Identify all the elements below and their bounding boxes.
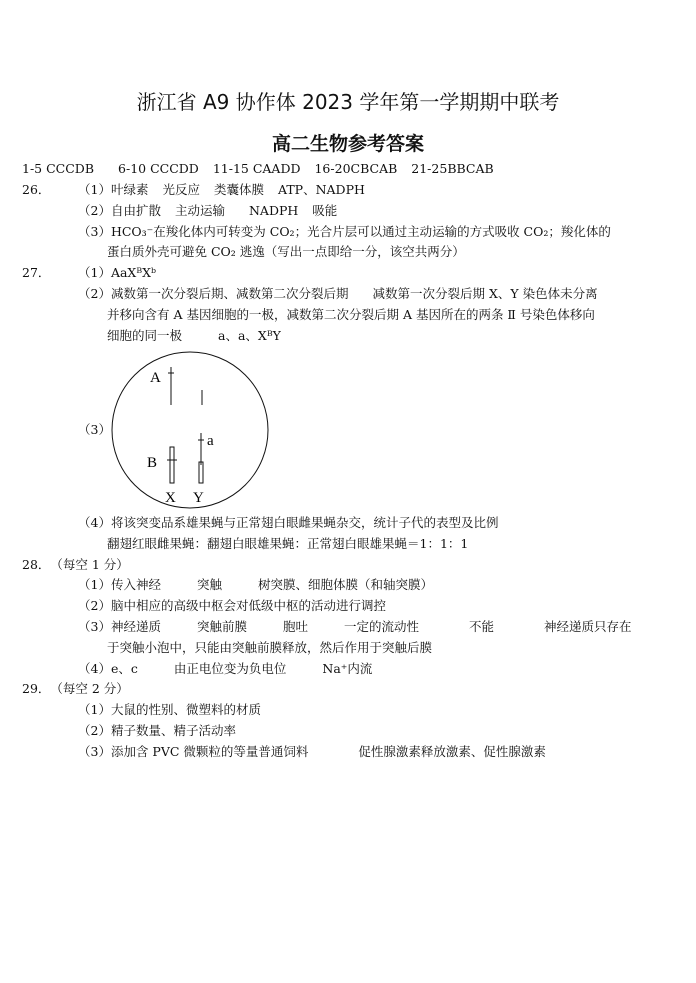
answer: 光反应	[162, 182, 200, 197]
q29-p3	[78, 744, 546, 760]
score-note: （每空 1 分）	[50, 557, 129, 572]
q26-label: 26．	[22, 182, 51, 197]
answer: 细胞的同一极	[107, 328, 183, 343]
label-Y: Y	[193, 490, 204, 506]
q27-p2-cont2	[107, 328, 281, 344]
q29-p2: （2）精子数量、精子活动率	[78, 723, 236, 738]
answer: （2）减数第一次分裂后期、减数第二次分裂后期	[78, 286, 349, 301]
q28-label	[22, 557, 129, 573]
q28-p1	[78, 577, 433, 593]
doc-title: 浙江省 A9 协作体 2023 学年第一学期期中联考	[136, 90, 560, 114]
doc-subtitle: 高二生物参考答案	[271, 133, 424, 155]
score-note: （每空 2 分）	[50, 681, 129, 696]
q29-label	[22, 681, 129, 697]
q27-p3: （3）	[78, 422, 111, 437]
label-B: B	[147, 455, 158, 471]
q28-p4	[78, 661, 372, 677]
q27-p4-cont: 翻翅红眼雌果蝇：翻翅白眼雄果蝇：正常翅白眼雄果蝇＝1：1：1	[107, 536, 469, 551]
answer: 吸能	[312, 203, 338, 218]
answer: （3）添加含 PVC 微颗粒的等量普通饲料	[78, 744, 309, 759]
answer: 树突膜、细胞体膜（和轴突膜）	[257, 577, 433, 592]
q28-p2: （2）脑中相应的高级中枢会对低级中枢的活动进行调控	[78, 598, 386, 613]
q26-p3: （3）HCO₃⁻在羧化体内可转变为 CO₂；光合片层可以通过主动运输的方式吸收 CO₂；羧化体的	[78, 224, 611, 239]
q27-p2	[78, 286, 598, 302]
answer: （1）叶绿素	[78, 182, 149, 197]
q26-p3-cont: 蛋白质外壳可避免 CO₂ 逃逸（写出一点即给一分，该空共两分）	[107, 244, 465, 259]
cell-diagram	[100, 345, 280, 515]
answer: ATP、NADPH	[277, 182, 365, 197]
q27-label: 27．	[22, 265, 51, 280]
answer: 不能	[469, 619, 495, 634]
label-X: X	[165, 490, 176, 506]
q-num: 28．	[22, 557, 51, 572]
answer: 一定的流动性	[344, 619, 420, 634]
cell-outline	[112, 352, 268, 508]
answer: 突触	[196, 577, 222, 592]
q26-p2	[78, 203, 337, 219]
answer: NADPH	[248, 203, 299, 218]
answer-group: 21-25BBCAB	[411, 161, 494, 176]
answer: 主动运输	[174, 203, 225, 218]
q27-p1: （1）AaXᴮXᵇ	[78, 265, 157, 280]
q26-p1	[78, 182, 365, 198]
answer: （2）自由扩散	[78, 203, 161, 218]
q29-p1: （1）大鼠的性别、微塑料的材质	[78, 702, 261, 717]
q28-p3-cont: 于突触小泡中，只能由突触前膜释放，然后作用于突触后膜	[107, 640, 433, 655]
q-num: 29．	[22, 681, 51, 696]
answer: 减数第一次分裂后期 X、Y 染色体未分离	[372, 286, 598, 301]
answer-group: 1-5 CCCDB	[22, 161, 95, 176]
answer: （4）e、c	[78, 661, 138, 676]
answer-group: 16-20CBCAB	[314, 161, 398, 176]
answer: 促性腺激素释放激素、促性腺激素	[358, 744, 546, 759]
q27-p2-cont: 并移向含有 A 基因细胞的一极，减数第二次分裂后期 A 基因所在的两条 Ⅱ 号染色体移向	[107, 307, 595, 322]
answer: a、a、XᴮY	[218, 328, 281, 343]
q28-p3	[78, 619, 632, 635]
answer: （1）传入神经	[78, 577, 161, 592]
choice-answers	[22, 161, 494, 177]
answer: 胞吐	[282, 619, 308, 634]
answer: 由正电位变为负电位	[173, 661, 287, 676]
answer: （3）神经递质	[78, 619, 161, 634]
label-A: A	[150, 370, 161, 386]
answer: 神经递质只存在	[544, 619, 632, 634]
answer: 类囊体膜	[213, 182, 264, 197]
answer: 突触前膜	[196, 619, 247, 634]
answer: Na⁺内流	[322, 661, 373, 676]
answer-group: 11-15 CAADD	[212, 161, 301, 176]
q27-p4: （4）将该突变品系雄果蝇与正常翅白眼雌果蝇杂交，统计子代的表型及比例	[78, 515, 499, 530]
answer-group: 6-10 CCCDD	[118, 161, 199, 176]
chromosome-Y	[199, 462, 203, 483]
label-a: a	[207, 433, 214, 449]
chromosome-X	[170, 447, 174, 483]
